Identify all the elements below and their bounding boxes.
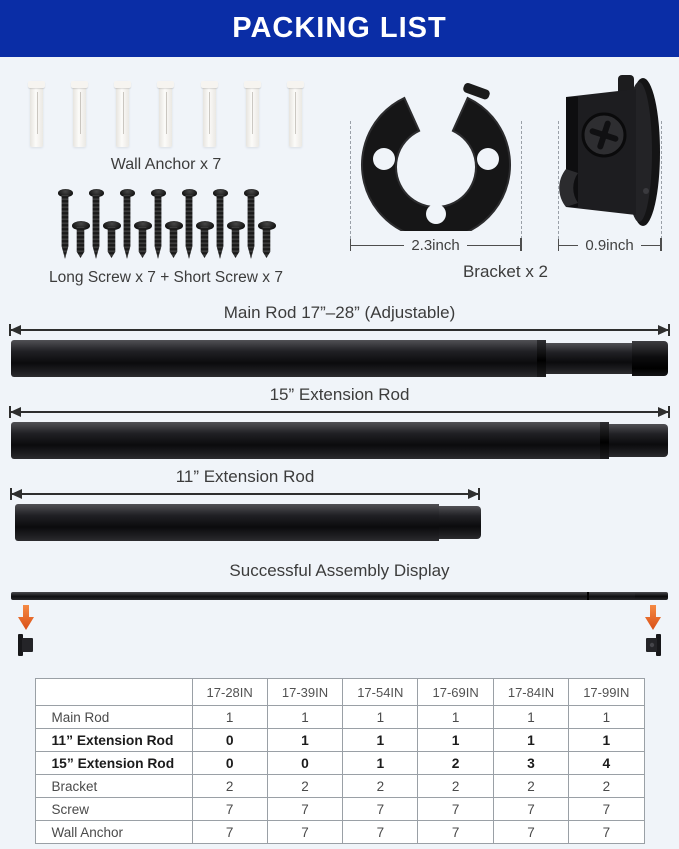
qty-table-row-label: Main Rod [35,706,192,729]
rod-joint [537,340,546,377]
dimension-line [641,245,662,246]
qty-table-column-header: 17-28IN [192,679,267,706]
bracket-front-dimension [350,237,522,253]
qty-table-row [35,752,644,775]
extension-rod-15-measure-arrow [11,411,668,413]
qty-table-row [35,775,644,798]
rod-end-segment [609,424,668,457]
qty-table-value-cell: 2 [267,775,342,798]
qty-table-head-row [35,679,644,706]
bracket-side-icon [558,73,662,231]
down-arrow-icon [645,605,661,630]
qty-table-value-cell: 2 [418,775,493,798]
qty-table-value-cell: 1 [418,706,493,729]
rod-joint [600,422,609,459]
qty-table-value-cell: 1 [493,706,568,729]
header-banner [0,0,679,57]
qty-table-value-cell: 7 [192,821,267,844]
screws-label: Long Screw x 7 + Short Screw x 7 [49,269,283,286]
main-rod-label: Main Rod 17”–28” (Adjustable) [223,303,456,322]
extension-rod-11-image [15,504,481,541]
brackets-column [332,71,679,295]
rod-body [15,504,439,541]
short-screw-icon [262,221,272,258]
measure-end-tick [10,488,12,500]
wall-anchor-label: Wall Anchor x 7 [110,156,222,173]
top-section [0,57,679,295]
rod-end-segment [439,506,481,539]
bracket-side-view [558,73,662,253]
qty-table-value-cell: 7 [569,798,644,821]
assembly-right-end [645,605,661,661]
main-rod-section [0,303,679,377]
measure-end-tick [9,406,11,418]
bracket-front-width-label: 2.3inch [411,236,460,254]
qty-table-value-cell: 2 [418,752,493,775]
extension-rod-11-section [0,467,679,541]
qty-table-row [35,821,644,844]
qty-table-value-cell: 3 [493,752,568,775]
qty-table-value-cell: 7 [343,821,418,844]
extension-rod-11-measure-arrow [12,493,478,495]
dashed-guide-right [521,121,522,239]
dimension-line [350,245,405,246]
qty-table-value-cell: 0 [192,752,267,775]
qty-table-value-cell: 7 [192,798,267,821]
short-screw-icon [200,221,210,258]
rod-telescoping-segment [546,343,631,374]
qty-table-value-cell: 7 [569,821,644,844]
long-screw-icon [247,189,256,259]
wall-anchor-icon [289,81,302,147]
qty-table-corner-cell [35,679,192,706]
qty-table-value-cell: 1 [343,729,418,752]
qty-table-value-cell: 7 [267,798,342,821]
assembly-ends [0,605,679,661]
down-arrow-icon [18,605,34,630]
quantity-table [35,678,645,844]
long-screw-icon [92,189,101,259]
qty-table-value-cell: 2 [569,775,644,798]
screws-row [58,189,275,261]
long-screw-icon [185,189,194,259]
dashed-guide-left [558,121,559,239]
qty-table-value-cell: 0 [267,752,342,775]
qty-table-value-cell: 2 [192,775,267,798]
dimension-line [558,245,579,246]
short-screw-icon [169,221,179,258]
qty-table-row-label: Bracket [35,775,192,798]
qty-table-value-cell: 7 [418,821,493,844]
rod-body [11,340,537,377]
assembled-rod-image [11,592,668,600]
qty-table-row [35,729,644,752]
qty-table-value-cell: 7 [493,821,568,844]
mini-bracket-icon [645,633,661,657]
extension-rod-11-label: 11” Extension Rod [175,467,315,486]
bracket-label: Bracket x 2 [462,262,549,281]
bracket-front-view [350,73,522,253]
qty-table-row [35,706,644,729]
qty-table-value-cell: 1 [569,706,644,729]
qty-table-column-header: 17-69IN [418,679,493,706]
short-screw-icon [107,221,117,258]
qty-table-column-header: 17-84IN [493,679,568,706]
short-screw-icon [231,221,241,258]
qty-table-column-header: 17-54IN [343,679,418,706]
qty-table-value-cell: 2 [493,775,568,798]
wall-anchor-icon [116,81,129,147]
extension-rod-15-section [0,385,679,459]
qty-table-body [35,706,644,844]
rod-body [11,422,600,459]
brackets-row [350,73,662,253]
wall-anchor-icon [30,81,43,147]
page-title: PACKING LIST [232,12,447,44]
qty-table-value-cell: 7 [343,798,418,821]
fasteners-column [0,71,332,295]
qty-table-row [35,798,644,821]
qty-table-value-cell: 7 [267,821,342,844]
dashed-guide-left [350,121,351,239]
assembly-title: Successful Assembly Display [229,561,450,580]
long-screw-icon [61,189,70,259]
qty-table-value-cell: 1 [267,729,342,752]
qty-table-row-label: 11” Extension Rod [35,729,192,752]
wall-anchors-row [30,81,302,149]
measure-end-tick [668,406,670,418]
dimension-line [467,245,522,246]
qty-table-value-cell: 7 [493,798,568,821]
qty-table-column-header: 17-39IN [267,679,342,706]
measure-end-tick [668,324,670,336]
measure-end-tick [478,488,480,500]
wall-anchor-icon [246,81,259,147]
wall-anchor-icon [159,81,172,147]
qty-table-value-cell: 2 [343,775,418,798]
qty-table-value-cell: 0 [192,729,267,752]
extension-rod-15-label: 15” Extension Rod [269,385,410,404]
qty-table-value-cell: 1 [569,729,644,752]
long-screw-icon [216,189,225,259]
bracket-side-width-label: 0.9inch [585,236,634,254]
qty-table-row-label: Screw [35,798,192,821]
qty-table-value-cell: 4 [569,752,644,775]
main-rod-image [11,340,668,377]
wall-anchor-icon [73,81,86,147]
long-screw-icon [123,189,132,259]
qty-table-value-cell: 7 [418,798,493,821]
qty-table-row-label: Wall Anchor [35,821,192,844]
measure-end-tick [9,324,11,336]
qty-table-value-cell: 1 [343,752,418,775]
dashed-guide-right [661,121,662,239]
qty-table-value-cell: 1 [267,706,342,729]
extension-rod-15-image [11,422,668,459]
assembly-left-end [18,605,34,661]
rod-end-cap [632,341,668,376]
qty-table-value-cell: 1 [343,706,418,729]
bracket-front-icon [350,73,522,231]
wall-anchor-icon [203,81,216,147]
short-screw-icon [138,221,148,258]
qty-table-value-cell: 1 [493,729,568,752]
qty-table-row-label: 15” Extension Rod [35,752,192,775]
mini-bracket-icon [18,633,34,657]
qty-table-column-header: 17-99IN [569,679,644,706]
long-screw-icon [154,189,163,259]
main-rod-measure-arrow [11,329,668,331]
qty-table-value-cell: 1 [192,706,267,729]
bracket-side-dimension [558,237,662,253]
short-screw-icon [76,221,86,258]
assembly-section [0,561,679,661]
qty-table-value-cell: 1 [418,729,493,752]
